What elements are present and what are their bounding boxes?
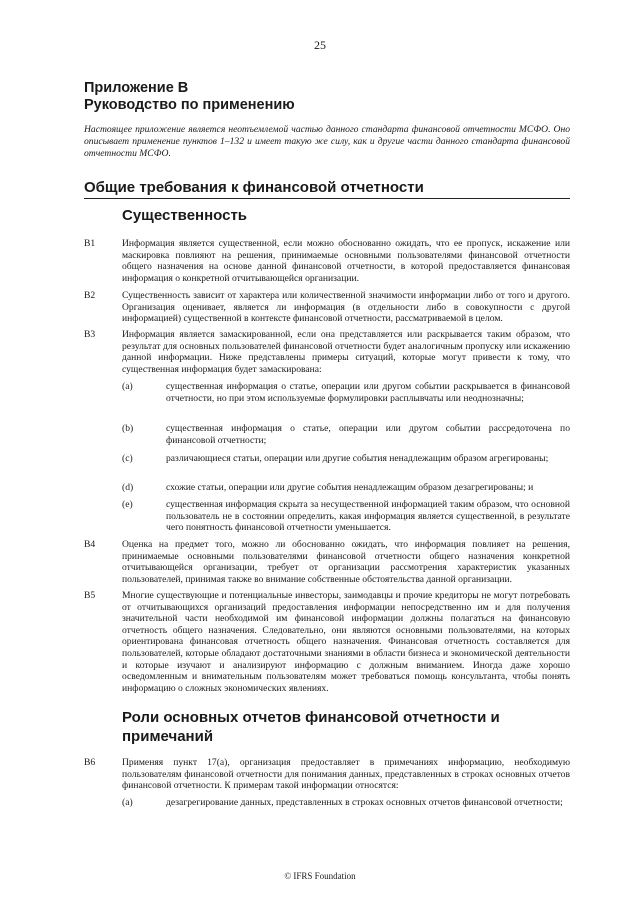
- item-text: дезагрегирование данных, представленных в строках основных отчетов финансовой отчетности;: [166, 797, 563, 808]
- paragraph-text: Информация является существенной, если можно обоснованно ожидать, что ее пропуск, искажение или маскировка повлияют на решения, принимаемые основными пользователями финансовой отчетности общего назначения на основе данной финансовой отчетности, в которой предоставляется финансовая информация о конкретной отчитывающейся организации.: [122, 238, 570, 284]
- paragraph-b2: [84, 290, 570, 325]
- paragraph-b6: [84, 757, 570, 792]
- section-heading: Общие требования к финансовой отчетности: [84, 178, 570, 199]
- item-text: существенная информация о статье, операции или другом событии рассредоточена по финансовой отчетности;: [166, 423, 570, 446]
- footer-copyright: © IFRS Foundation: [284, 871, 356, 881]
- appendix-title-line1: Приложение B: [84, 80, 189, 96]
- b6-item-a: [122, 797, 570, 809]
- b3-item-c: [122, 453, 570, 465]
- paragraph-number: B5: [84, 590, 96, 601]
- b3-item-d: [122, 482, 570, 494]
- paragraph-text: Информация является замаскированной, если она представляется или раскрывается таким образом, что результат для основных пользователей финансовой отчетности будет аналогичным пропуску или искажению данной информации. Ниже представлены примеры ситуаций, которые могут привести к тому, что существенная информация будет замаскирована:: [122, 329, 570, 375]
- item-label: (c): [122, 453, 133, 464]
- paragraph-number: B1: [84, 238, 96, 249]
- paragraph-text: Оценка на предмет того, можно ли обоснованно ожидать, что информация повлияет на решения, принимаемые основными пользователями финансовой отчетности общего назначения конкретной отчитывающейся организации, требует от организации рассмотрения характеристик указанных пользователей, принимая также во внимание собственные обстоятельства данной организации.: [122, 539, 570, 585]
- paragraph-number: B2: [84, 290, 96, 301]
- paragraph-text: Применяя пункт 17(a), организация предоставляет в примечаниях информацию, необходимую пользователям финансовой отчетности для понимания данных, представленных в строках основных отчетов финансовой отчетности. К примерам такой информации относятся:: [122, 757, 570, 792]
- paragraph-b3: [84, 329, 570, 375]
- paragraph-b1: [84, 238, 570, 284]
- item-text: схожие статьи, операции или другие события ненадлежащим образом дезагрегированы; и: [166, 482, 534, 493]
- item-label: (a): [122, 381, 133, 392]
- item-label: (d): [122, 482, 134, 493]
- item-text: различающиеся статьи, операции или другие события ненадлежащим образом агрегированы;: [166, 453, 549, 464]
- paragraph-text: Многие существующие и потенциальные инвесторы, заимодавцы и прочие кредиторы не могут потребовать от отчитывающихся организаций предоставления информации непосредственно им и для получения значительной части необходимой им финансовой информации должны полагаться на финансовую отчетность общего назначения. Следовательно, они являются основными пользователями, на которых ориентирована финансовая отчетность общего назначения. Финансовая отчетность составляется для пользователей, которые обладают достаточными знаниями в области бизнеса и экономической деятельности и которые изучают и анализируют информацию с должным вниманием. Иногда даже хорошо осведомленным и внимательным пользователям может требоваться помощь консультанта, чтобы понять информацию о сложных экономических явлениях.: [122, 590, 570, 694]
- subsection-heading-materiality: Существенность: [122, 207, 248, 224]
- paragraph-number: B3: [84, 329, 96, 340]
- item-label: (e): [122, 499, 133, 510]
- appendix-intro: Настоящее приложение является неотъемлемой частью данного стандарта финансовой отчетности МСФО. Оно описывает применение пунктов 1–132 и имеет такую же силу, как и другие части данного стандарта финансовой отчетности МСФО.: [84, 124, 570, 159]
- page-number: 25: [314, 38, 326, 52]
- appendix-title: [84, 80, 295, 114]
- subsection-heading-roles: Роли основных отчетов финансовой отчетности и примечаний: [122, 709, 500, 745]
- paragraph-number: B6: [84, 757, 96, 768]
- item-text: существенная информация о статье, операции или другом событии раскрывается в финансовой отчетности, но при этом используемые формулировки расплывчаты или неоднозначны;: [166, 381, 570, 404]
- paragraph-b4: [84, 539, 570, 585]
- item-label: (b): [122, 423, 134, 434]
- b3-item-a: [122, 381, 570, 404]
- item-label: (a): [122, 797, 133, 808]
- b3-item-e: [122, 499, 570, 534]
- item-text: существенная информация скрыта за несущественной информацией таким образом, что основной пользователь не в состоянии определить, какая информация является существенной, в результате чего понятность финансовой отчетности уменьшается.: [166, 499, 570, 534]
- paragraph-number: B4: [84, 539, 96, 550]
- b3-item-b: [122, 423, 570, 446]
- appendix-title-line2: Руководство по применению: [84, 97, 295, 113]
- paragraph-b5: [84, 590, 570, 694]
- paragraph-text: Существенность зависит от характера или количественной значимости информации либо от того и другого. Организация оценивает, является ли информация (в отдельности либо в совокупности с другой информацией) существенной в контексте финансовой отчетности, рассматриваемой в целом.: [122, 290, 570, 325]
